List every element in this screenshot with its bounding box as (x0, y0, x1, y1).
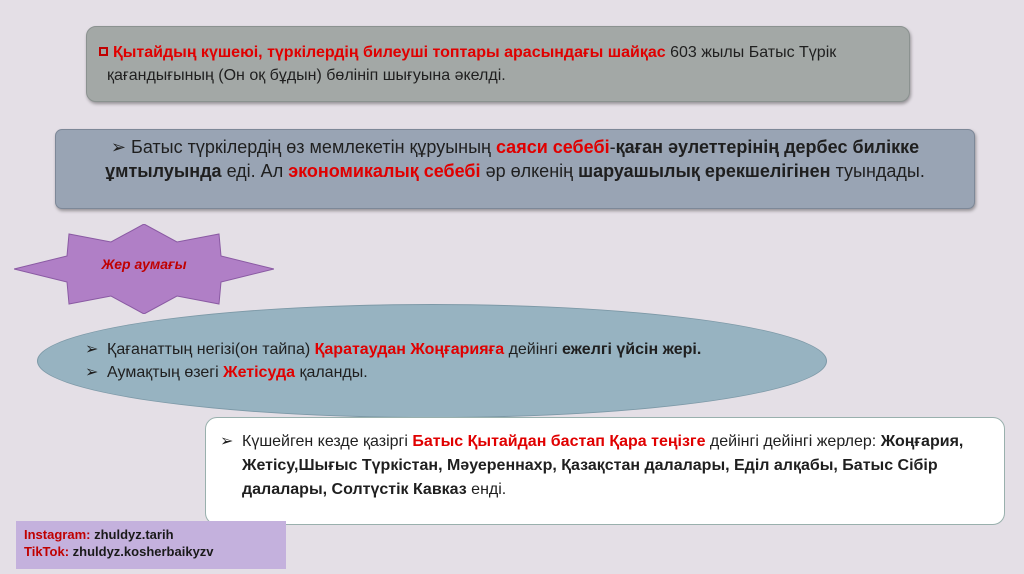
tiktok-line (24, 543, 278, 560)
box4-text-1: Күшейген кезде қазіргі (242, 433, 413, 450)
ellipse-item2-text-1: Аумақтың өзегі (107, 364, 224, 381)
instagram-handle: zhuldyz.tarih (90, 527, 174, 542)
box1-red-text: Қытайдың күшеюі, түркілердің билеуші топтары арасындағы шайқас (113, 44, 666, 61)
checkbox-bullet-icon (99, 47, 108, 56)
box2-red-1: саяси себебі (495, 137, 610, 157)
box2-red-2: экономикалық себебі (288, 161, 481, 181)
info-box-4 (205, 417, 1005, 525)
ellipse-item1-bold: ежелгі үйсін жері. (561, 341, 702, 358)
box4-text (242, 430, 990, 502)
ellipse-item-1 (85, 338, 701, 361)
box2-text-5: туындады. (830, 161, 925, 181)
info-box-2 (55, 129, 975, 209)
box2-text-2: - (609, 137, 616, 157)
box4-bold: Жоңғария, Жетісу,Шығыс Түркістан, Мәуереннахр, Қазақстан далалары, Еділ алқабы, Батыс Сібір далалары, Солтүстік Кавказ (242, 433, 964, 498)
box4-red: Батыс Қытайдан бастап Қара теңізге (412, 433, 706, 450)
box1-line2: қағандығының (Он оқ бұдын) бөлініп шығуына әкелді. (107, 67, 506, 84)
ellipse-item2-red: Жетісуда (223, 364, 295, 381)
box1-rest-text: 603 жылы Батыс Түрік (665, 44, 837, 61)
box4-text-3: енді. (466, 481, 507, 498)
tiktok-label: TikTok: (24, 544, 70, 559)
box4-text-2: дейінгі дейінгі жерлер: (705, 433, 877, 450)
tiktok-handle: zhuldyz.kosherbaikyzv (69, 544, 214, 559)
box2-bold-2: шаруашылық ерекшелігінен (578, 161, 831, 181)
instagram-line (24, 526, 278, 543)
ellipse-item1-red: Қаратаудан Жоңғарияға (314, 341, 505, 358)
box2-text-4: әр өлкенің (480, 161, 579, 181)
box2-bold-1: қаған әулеттерінің дербес билікке ұмтылуында (105, 137, 920, 181)
arrow-bullet-icon: ➢ (220, 433, 234, 450)
arrow-bullet-icon: ➢ (85, 364, 99, 381)
ellipse-item1-text-2: дейінгі (504, 341, 562, 358)
box1-line1 (99, 41, 889, 64)
ellipse-item1-text-1: Қағанаттың негізі(он тайпа) (107, 341, 315, 358)
box2-text-1: Батыс түркілердің өз мемлекетін құруының (131, 137, 496, 157)
box2-text-3: еді. Ал (221, 161, 289, 181)
social-box (16, 521, 286, 569)
info-box-1 (86, 26, 910, 102)
ellipse-item-2 (85, 361, 701, 384)
star-label: Жер аумағы (101, 256, 187, 272)
box4-item (220, 430, 990, 502)
ellipse-content (85, 338, 701, 384)
arrow-bullet-icon: ➢ (110, 137, 126, 157)
ellipse-item2-text-2: қаланды. (295, 364, 368, 381)
instagram-label: Instagram: (24, 527, 91, 542)
arrow-bullet-icon: ➢ (85, 341, 99, 358)
